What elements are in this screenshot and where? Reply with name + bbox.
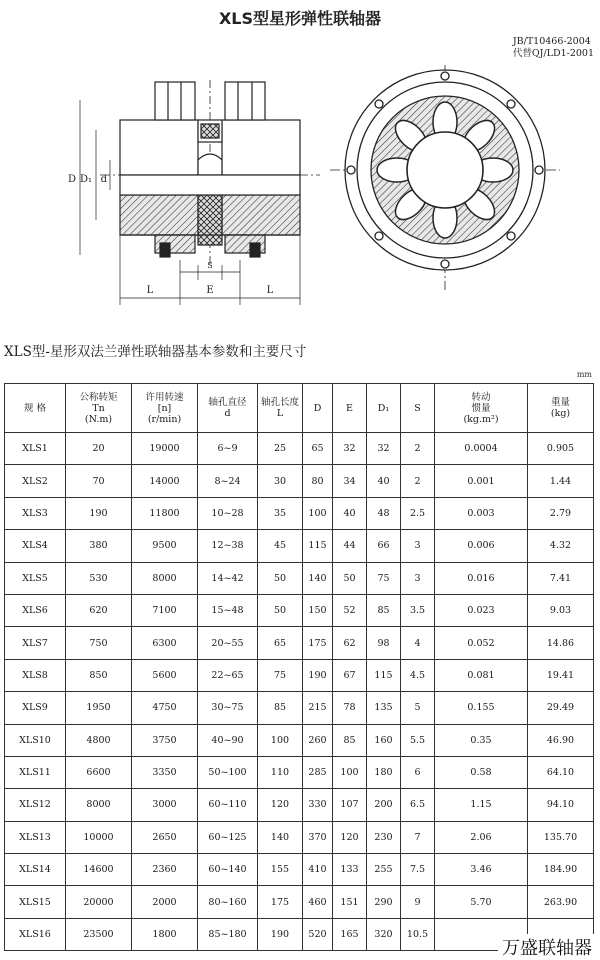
table-cell: 0.023 [435, 594, 528, 626]
table-cell: 165 [333, 918, 367, 950]
table-cell: 6300 [132, 627, 198, 659]
table-cell: 40 [333, 497, 367, 529]
table-cell: 50~100 [198, 756, 258, 788]
table-cell: 10~28 [198, 497, 258, 529]
table-cell: 380 [66, 530, 132, 562]
table-cell: 200 [367, 789, 401, 821]
table-row [5, 854, 594, 886]
table-cell: 10000 [66, 821, 132, 853]
header-line: Tn [92, 402, 105, 414]
table-row [5, 659, 594, 691]
table-cell: 110 [258, 756, 303, 788]
table-cell: 5600 [132, 659, 198, 691]
column-header [198, 384, 258, 433]
table-cell: 2 [401, 465, 435, 497]
table-cell: 2 [401, 433, 435, 465]
header-line: D [313, 402, 322, 414]
table-cell: 140 [303, 562, 333, 594]
table-cell: 9 [401, 886, 435, 918]
table-cell: 3.46 [435, 854, 528, 886]
table-cell: 65 [258, 627, 303, 659]
table-cell: 115 [367, 659, 401, 691]
unit-label: mm [576, 370, 592, 379]
table-cell: 8~24 [198, 465, 258, 497]
table-cell: 60~140 [198, 854, 258, 886]
table-cell: 4.32 [528, 530, 594, 562]
table-cell: 10.5 [401, 918, 435, 950]
table-cell: 3350 [132, 756, 198, 788]
table-cell: 4 [401, 627, 435, 659]
table-cell: 100 [258, 724, 303, 756]
table-cell: 6.5 [401, 789, 435, 821]
table-cell: 160 [367, 724, 401, 756]
column-header [258, 384, 303, 433]
table-cell: 3 [401, 562, 435, 594]
table-row [5, 562, 594, 594]
table-cell: 150 [303, 594, 333, 626]
table-cell: 32 [367, 433, 401, 465]
header-line: 轴孔长度 [260, 397, 299, 408]
table-cell: 52 [333, 594, 367, 626]
table-cell: 155 [258, 854, 303, 886]
table-cell: 1.44 [528, 465, 594, 497]
table-cell: 120 [258, 789, 303, 821]
header-line: (kg) [550, 408, 571, 419]
dim-d: d [100, 174, 107, 185]
header-line: 重量 [550, 397, 570, 408]
header-line: d [224, 408, 231, 419]
table-cell: 520 [303, 918, 333, 950]
table-cell: 8000 [132, 562, 198, 594]
table-cell: 3000 [132, 789, 198, 821]
table-cell: 34 [333, 465, 367, 497]
table-cell: 45 [258, 530, 303, 562]
table-cell: XLS15 [5, 886, 66, 918]
header-line: 转动 [471, 391, 491, 403]
table-cell: 14~42 [198, 562, 258, 594]
table-cell: 20~55 [198, 627, 258, 659]
table-cell: 0.006 [435, 530, 528, 562]
column-header [132, 384, 198, 433]
dim-L-right: L [266, 285, 274, 296]
table-cell: 0.052 [435, 627, 528, 659]
table-cell: XLS5 [5, 562, 66, 594]
table-cell: 67 [333, 659, 367, 691]
table-cell: 85 [367, 594, 401, 626]
table-cell: 530 [66, 562, 132, 594]
table-cell: XLS10 [5, 724, 66, 756]
table-cell: 135 [367, 692, 401, 724]
header-line: L [276, 408, 284, 419]
table-cell: 98 [367, 627, 401, 659]
brand-watermark: 万盛联轴器 [498, 934, 596, 958]
table-cell: 107 [333, 789, 367, 821]
end-view [330, 65, 560, 290]
column-header [5, 384, 66, 433]
table-cell: XLS11 [5, 756, 66, 788]
table-cell: 94.10 [528, 789, 594, 821]
table-cell: 75 [367, 562, 401, 594]
standard-number: JB/T10466-2004 [512, 36, 591, 47]
table-cell: 100 [333, 756, 367, 788]
table-cell: 6600 [66, 756, 132, 788]
table-cell: XLS9 [5, 692, 66, 724]
table-cell: 620 [66, 594, 132, 626]
table-cell: 23500 [66, 918, 132, 950]
header-line: (kg.m²) [463, 413, 499, 425]
column-header [528, 384, 594, 433]
page-title: XLS型星形弹性联轴器 [218, 9, 382, 28]
table-cell: 66 [367, 530, 401, 562]
table-cell: 19.41 [528, 659, 594, 691]
table-row [5, 594, 594, 626]
table-cell: XLS7 [5, 627, 66, 659]
table-cell: XLS14 [5, 854, 66, 886]
table-cell: 6 [401, 756, 435, 788]
table-cell: 850 [66, 659, 132, 691]
table-cell: 46.90 [528, 724, 594, 756]
dim-S: S [207, 261, 213, 270]
header-line: (N.m) [84, 413, 113, 425]
table-cell: 15~48 [198, 594, 258, 626]
table-row [5, 756, 594, 788]
table-cell: 0.35 [435, 724, 528, 756]
table-cell: 1950 [66, 692, 132, 724]
table-cell: 3.5 [401, 594, 435, 626]
column-header [303, 384, 333, 433]
table-cell: 22~65 [198, 659, 258, 691]
table-cell: 40 [367, 465, 401, 497]
table-cell: 64.10 [528, 756, 594, 788]
table-cell: 4750 [132, 692, 198, 724]
table-cell: 0.001 [435, 465, 528, 497]
table-cell: 48 [367, 497, 401, 529]
table-cell: 30 [258, 465, 303, 497]
header-line: [n] [157, 402, 172, 414]
column-header [435, 384, 528, 433]
table-cell: 8000 [66, 789, 132, 821]
table-cell: 290 [367, 886, 401, 918]
header-line: D₁ [377, 402, 390, 414]
column-header [401, 384, 435, 433]
table-cell: 85~180 [198, 918, 258, 950]
table-cell: 85 [333, 724, 367, 756]
header-line: (r/min) [147, 413, 182, 425]
parameter-table [4, 383, 594, 951]
header-line: E [346, 402, 353, 414]
table-cell: 2650 [132, 821, 198, 853]
table-cell: 19000 [132, 433, 198, 465]
table-cell: 1.15 [435, 789, 528, 821]
table-cell: 2.79 [528, 497, 594, 529]
table-row [5, 886, 594, 918]
dim-E: E [206, 285, 214, 296]
table-cell: 14.86 [528, 627, 594, 659]
table-cell: 3 [401, 530, 435, 562]
table-header-row [5, 384, 594, 433]
table-cell: 0.58 [435, 756, 528, 788]
table-cell: XLS1 [5, 433, 66, 465]
table-cell: 40~90 [198, 724, 258, 756]
table-cell: 285 [303, 756, 333, 788]
table-cell: 80 [303, 465, 333, 497]
coupling-drawing [0, 60, 600, 310]
table-cell: XLS13 [5, 821, 66, 853]
table-cell: 50 [333, 562, 367, 594]
table-cell: 260 [303, 724, 333, 756]
table-title: XLS型-星形双法兰弹性联轴器基本参数和主要尺寸 [4, 344, 307, 360]
table-cell: 750 [66, 627, 132, 659]
dim-L-left: L [146, 285, 154, 296]
table-cell: XLS16 [5, 918, 66, 950]
standard-replaces: 代替QJ/LD1-2001 [512, 48, 594, 59]
table-cell: 7.41 [528, 562, 594, 594]
table-cell: 175 [258, 886, 303, 918]
table-cell: 9.03 [528, 594, 594, 626]
table-cell: 60~110 [198, 789, 258, 821]
table-cell: 4.5 [401, 659, 435, 691]
table-cell: 7 [401, 821, 435, 853]
header-line: 公称转矩 [79, 391, 118, 403]
table-row [5, 497, 594, 529]
table-cell: 30~75 [198, 692, 258, 724]
table-cell: 75 [258, 659, 303, 691]
table-cell: 50 [258, 594, 303, 626]
table-cell: 4800 [66, 724, 132, 756]
table-cell: 0.081 [435, 659, 528, 691]
table-cell: 14600 [66, 854, 132, 886]
table-row [5, 724, 594, 756]
table-cell: XLS2 [5, 465, 66, 497]
table-cell: 0.003 [435, 497, 528, 529]
table-cell: 65 [303, 433, 333, 465]
table-cell: 0.0004 [435, 433, 528, 465]
dim-D1: D₁ [79, 174, 92, 185]
table-cell: 7.5 [401, 854, 435, 886]
column-header [66, 384, 132, 433]
table-cell: 0.155 [435, 692, 528, 724]
table-cell: 100 [303, 497, 333, 529]
table-cell: 0.905 [528, 433, 594, 465]
table-cell: 410 [303, 854, 333, 886]
table-cell: 2.5 [401, 497, 435, 529]
table-cell: 7100 [132, 594, 198, 626]
table-cell: 255 [367, 854, 401, 886]
table-cell: 0.016 [435, 562, 528, 594]
table-cell: 2360 [132, 854, 198, 886]
table-cell: 80~160 [198, 886, 258, 918]
table-cell: 263.90 [528, 886, 594, 918]
table-cell: 140 [258, 821, 303, 853]
table-cell: 115 [303, 530, 333, 562]
table-cell: 215 [303, 692, 333, 724]
table-cell: 6~9 [198, 433, 258, 465]
table-cell: 14000 [132, 465, 198, 497]
dim-D: D [67, 174, 76, 185]
table-cell: 20000 [66, 886, 132, 918]
table-cell: 32 [333, 433, 367, 465]
table-cell: 12~38 [198, 530, 258, 562]
table-cell: XLS4 [5, 530, 66, 562]
header-line: 轴孔直径 [208, 397, 247, 408]
table-cell: 190 [258, 918, 303, 950]
standard-code [513, 36, 594, 60]
table-cell: 44 [333, 530, 367, 562]
table-cell: 5 [401, 692, 435, 724]
table-cell: 230 [367, 821, 401, 853]
table-row [5, 692, 594, 724]
table-cell: 120 [333, 821, 367, 853]
side-view [80, 80, 320, 305]
table-cell: 35 [258, 497, 303, 529]
table-cell: 50 [258, 562, 303, 594]
column-header [333, 384, 367, 433]
header-line: 许用转速 [145, 391, 184, 403]
column-header [367, 384, 401, 433]
header-line: 惯量 [471, 402, 491, 414]
table-cell: 85 [258, 692, 303, 724]
table-cell: 5.5 [401, 724, 435, 756]
table-cell: 60~125 [198, 821, 258, 853]
table-cell: 11800 [132, 497, 198, 529]
table-cell: 3750 [132, 724, 198, 756]
table-cell: XLS8 [5, 659, 66, 691]
table-cell: 9500 [132, 530, 198, 562]
table-cell: 175 [303, 627, 333, 659]
table-cell: 20 [66, 433, 132, 465]
table-cell: 190 [303, 659, 333, 691]
table-cell: 330 [303, 789, 333, 821]
table-cell: 320 [367, 918, 401, 950]
table-row [5, 821, 594, 853]
table-cell: 133 [333, 854, 367, 886]
table-cell: 1800 [132, 918, 198, 950]
table-cell: XLS6 [5, 594, 66, 626]
table-cell: 190 [66, 497, 132, 529]
header-line: 规 格 [23, 402, 47, 414]
table-cell: 2.06 [435, 821, 528, 853]
table-row [5, 530, 594, 562]
table-cell: 2000 [132, 886, 198, 918]
table-cell: XLS12 [5, 789, 66, 821]
table-row [5, 627, 594, 659]
table-cell: 460 [303, 886, 333, 918]
table-cell: 180 [367, 756, 401, 788]
table-cell: 62 [333, 627, 367, 659]
table-cell: XLS3 [5, 497, 66, 529]
table-cell: 151 [333, 886, 367, 918]
header-line: S [414, 402, 421, 414]
table-cell: 29.49 [528, 692, 594, 724]
table-cell: 370 [303, 821, 333, 853]
table-row [5, 433, 594, 465]
table-row [5, 465, 594, 497]
table-cell: 70 [66, 465, 132, 497]
table-cell: 78 [333, 692, 367, 724]
table-cell: 5.70 [435, 886, 528, 918]
table-cell: 135.70 [528, 821, 594, 853]
table-cell: 25 [258, 433, 303, 465]
table-cell: 184.90 [528, 854, 594, 886]
table-row [5, 789, 594, 821]
